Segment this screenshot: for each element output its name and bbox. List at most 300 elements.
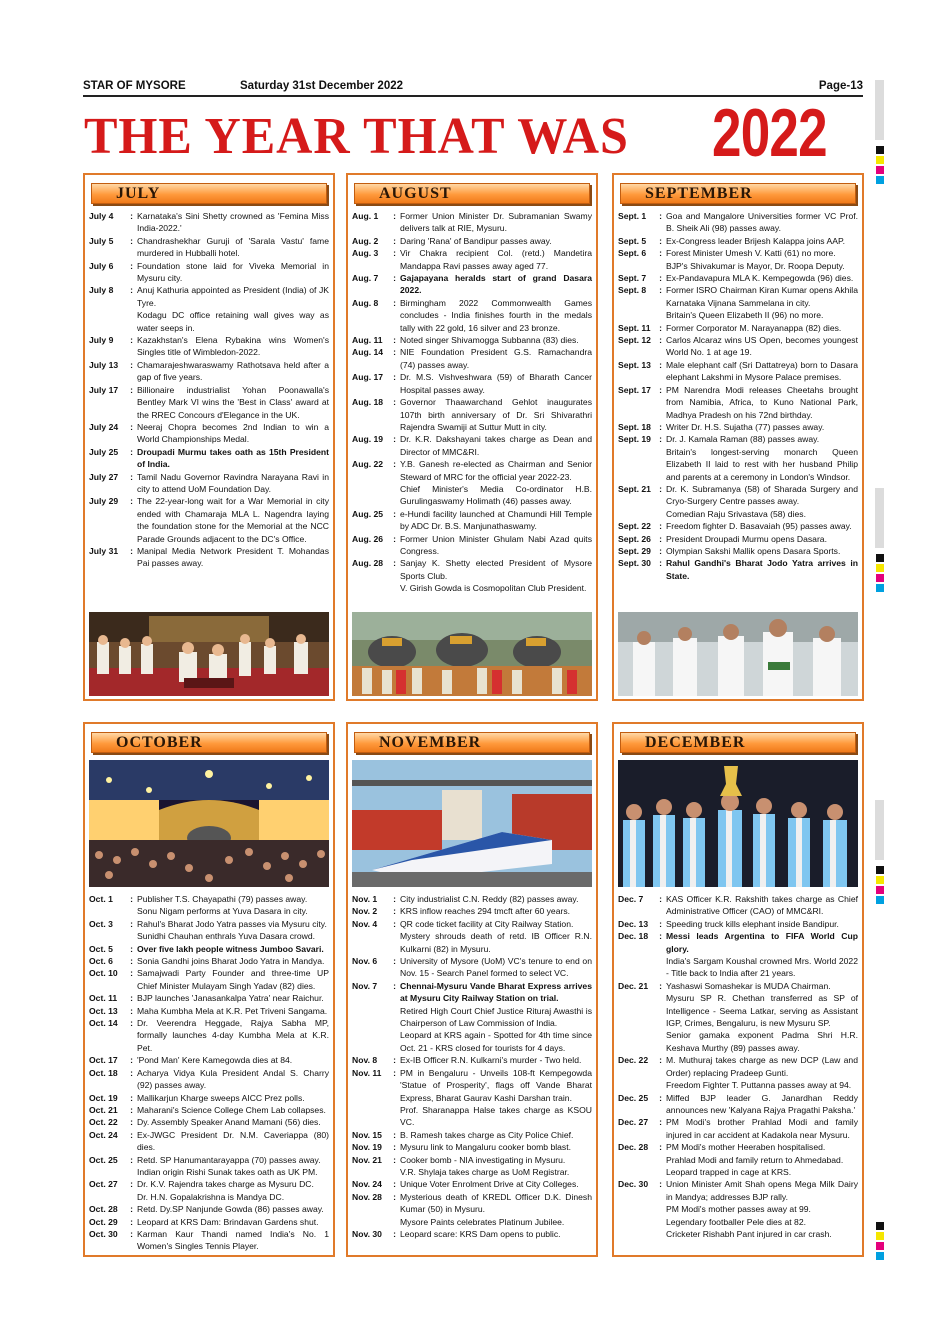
event-date: Oct. 6 xyxy=(89,956,113,967)
event-text: Governor Thaawarchand Gehlot inaugurates 107th birth anniversary of Dr. Sri Shivarathri Rajendra Swamiji at Suttur Mutt in city. xyxy=(400,397,592,432)
event-entry xyxy=(618,930,858,955)
event-entry xyxy=(618,359,858,384)
event-entry xyxy=(352,893,592,905)
registration-stripe xyxy=(875,80,884,140)
event-colon: : xyxy=(130,1067,133,1078)
event-colon: : xyxy=(659,421,662,432)
event-date: Dec. 22 xyxy=(618,1055,649,1066)
event-entry xyxy=(352,1129,592,1141)
event-entry xyxy=(89,1191,329,1203)
event-text: Sunidhi Chauhan enthrals Yuva Dasara crowd. xyxy=(137,931,316,942)
event-text: Prof. Sharanappa Halse takes charge as KSOU VC. xyxy=(400,1104,592,1128)
event-text: Ex-IB Officer R.N. Kulkarni's murder - Two held. xyxy=(400,1055,582,1066)
event-date xyxy=(618,1029,655,1054)
event-entry xyxy=(89,893,329,905)
event-text: KAS Officer K.R. Rakshith takes charge as Chief Administrative Officer (CAO) of MMC&RI. xyxy=(666,894,858,917)
event-text: Sonu Nigam performs at Yuva Dasara in city. xyxy=(137,906,308,917)
event-entry xyxy=(352,247,592,272)
event-date xyxy=(618,1154,655,1166)
event-text: City industrialist C.N. Reddy (82) passes away. xyxy=(400,894,579,904)
event-colon: : xyxy=(130,545,133,556)
event-colon: : xyxy=(130,471,133,482)
event-date xyxy=(352,1005,389,1030)
event-entry xyxy=(352,508,592,533)
event-colon: : xyxy=(130,211,133,221)
event-colon: : xyxy=(130,943,133,954)
event-entry xyxy=(618,1203,858,1215)
event-entry xyxy=(352,557,592,582)
event-text: Comedian Raju Srivastava (58) dies. xyxy=(666,508,806,519)
event-date: July 24 xyxy=(89,421,119,432)
event-date: Sept. 18 xyxy=(618,421,651,432)
event-entry xyxy=(352,1154,592,1166)
event-date: Sept. 11 xyxy=(618,322,651,333)
yellow-swatch xyxy=(876,156,884,164)
event-colon: : xyxy=(393,533,396,544)
event-entry xyxy=(89,1178,329,1190)
event-colon xyxy=(126,905,137,917)
event-entry xyxy=(89,309,329,334)
event-colon: : xyxy=(659,483,662,494)
event-text: Droupadi Murmu takes oath as 15th President of India. xyxy=(137,446,329,470)
event-colon: : xyxy=(393,1142,396,1153)
event-date: Sept. 12 xyxy=(618,335,651,346)
event-colon: : xyxy=(659,558,662,569)
event-date: Sept. 17 xyxy=(618,384,651,395)
event-text: Daring 'Rana' of Bandipur passes away. xyxy=(400,235,552,246)
event-entry xyxy=(618,272,858,284)
magenta-swatch xyxy=(876,166,884,174)
event-text: Publisher T.S. Chayapathi (79) passes away. xyxy=(137,894,308,904)
event-entry xyxy=(618,433,858,445)
month-heading-october: OCTOBER xyxy=(91,732,327,753)
event-colon: : xyxy=(659,1142,662,1153)
magenta-swatch xyxy=(876,574,884,582)
event-date xyxy=(618,446,655,483)
event-entry xyxy=(618,545,858,557)
event-entry xyxy=(352,1029,592,1054)
event-date: Nov. 21 xyxy=(352,1154,382,1165)
event-text: Chennai-Mysuru Vande Bharat Express arrives at Mysuru City Railway Station on trial. xyxy=(400,980,592,1004)
event-text: Dr. M.S. Vishveshwara (59) of Bharath Cancer Hospital passes away. xyxy=(400,372,592,395)
october-events xyxy=(89,893,329,1253)
august-events xyxy=(352,210,592,595)
event-date xyxy=(89,905,126,917)
event-date: July 17 xyxy=(89,384,119,395)
event-colon xyxy=(655,1166,666,1178)
event-colon: : xyxy=(130,1104,133,1115)
event-colon: : xyxy=(393,894,396,904)
event-colon xyxy=(389,1216,400,1228)
event-colon: : xyxy=(393,906,396,917)
event-colon: : xyxy=(130,1204,133,1215)
event-entry xyxy=(618,483,858,508)
event-colon xyxy=(655,1203,666,1215)
event-colon xyxy=(389,1029,400,1054)
event-date xyxy=(618,260,655,272)
page-title-year: 2022 xyxy=(712,95,827,171)
event-colon: : xyxy=(659,1117,662,1128)
event-text: Prahlad Modi and family return to Ahmedabad. xyxy=(666,1154,844,1165)
event-date: Aug. 17 xyxy=(352,372,384,383)
event-entry xyxy=(618,309,858,321)
event-date xyxy=(618,992,655,1029)
december-photo-fifa-trophy xyxy=(618,760,858,887)
event-entry xyxy=(352,334,592,346)
event-colon xyxy=(655,1216,666,1228)
event-date: Sept. 5 xyxy=(618,235,647,246)
event-entry xyxy=(352,1054,592,1066)
event-colon: : xyxy=(130,1129,133,1140)
event-entry xyxy=(352,210,592,235)
event-date: Oct. 3 xyxy=(89,918,113,929)
page-number: Page-13 xyxy=(818,80,863,92)
november-photo-vande-bharat xyxy=(352,760,592,887)
event-entry xyxy=(89,210,329,235)
event-colon: : xyxy=(659,1055,662,1066)
september-photo-bharat-jodo xyxy=(618,612,858,696)
event-colon: : xyxy=(130,1092,133,1103)
event-text: Mysterious death of KREDL Officer D.K. Dinesh Kumar (50) in Mysuru. xyxy=(400,1191,592,1215)
event-entry xyxy=(618,1116,858,1141)
event-text: PM Modi's mother Heeraben hospitalised. xyxy=(666,1142,826,1153)
event-text: Legendary footballer Pele dies at 82. xyxy=(666,1216,806,1227)
event-text: Freedom fighter D. Basavaiah (95) passes away. xyxy=(666,521,852,532)
event-text: BJP's Shivakumar is Mayor, Dr. Roopa Deputy. xyxy=(666,260,845,271)
event-text: Noted singer Shivamogga Subbanna (83) dies. xyxy=(400,335,579,346)
event-text: Union Minister Amit Shah opens Mega Milk Dairy in Mandya; addresses BJP rally. xyxy=(666,1179,858,1202)
event-text: Former Union Minister Dr. Subramanian Swamy delivers talk at RIE, Mysuru. xyxy=(400,211,592,234)
event-date: Sept. 29 xyxy=(618,545,651,556)
event-colon: : xyxy=(130,285,133,296)
event-colon: : xyxy=(659,322,662,333)
event-date: Aug. 25 xyxy=(352,508,384,519)
event-date: Nov. 2 xyxy=(352,906,378,917)
event-entry xyxy=(618,260,858,272)
event-entry xyxy=(352,582,592,594)
event-date xyxy=(618,1228,655,1240)
event-entry xyxy=(89,1067,329,1092)
event-colon: : xyxy=(393,397,396,408)
july-photo-swearing-in xyxy=(89,612,329,696)
month-heading-november: NOVEMBER xyxy=(354,732,590,753)
event-text: Former ISRO Chairman Kiran Kumar opens Akhila Karnataka Vijnana Sammelana in city. xyxy=(666,285,858,308)
event-date xyxy=(618,508,655,520)
event-text: Y.B. Ganesh re-elected as Chairman and Senior Steward of MRC for the official year 2022-23. xyxy=(400,459,592,482)
event-date: July 5 xyxy=(89,235,114,246)
event-colon: : xyxy=(393,508,396,519)
event-text: PM Modi's mother passes away at 99. xyxy=(666,1204,811,1215)
event-entry xyxy=(618,446,858,483)
event-text: Ex-Congress leader Brijesh Kalappa joins AAP. xyxy=(666,235,845,246)
event-colon: : xyxy=(130,1154,133,1165)
event-text: Samajwadi Party Founder and three-time UP Chief Minister Mulayam Singh Yadav (82) dies. xyxy=(137,968,329,991)
page-title: THE YEAR THAT WAS xyxy=(84,108,629,165)
event-text: V. Girish Gowda is Cosmopolitan Club President. xyxy=(400,583,587,594)
event-entry xyxy=(618,235,858,247)
event-colon: : xyxy=(393,1191,396,1202)
event-date: Aug. 11 xyxy=(352,335,383,346)
event-text: Dr. H.N. Gopalakrishna is Mandya DC. xyxy=(137,1191,285,1202)
event-colon: : xyxy=(130,1018,133,1029)
event-text: Chandrashekhar Guruji of 'Sarala Vastu' fame murdered in Hubballi hotel. xyxy=(137,235,329,259)
event-entry xyxy=(89,359,329,384)
event-date: Sept. 7 xyxy=(618,273,647,284)
event-colon: : xyxy=(130,894,133,904)
event-text: Vir Chakra recipient Col. (retd.) Mandetira Mandappa Ravi passes away aged 77. xyxy=(400,248,592,271)
event-entry xyxy=(89,284,329,309)
event-date: Dec. 13 xyxy=(618,918,649,929)
event-date: July 6 xyxy=(89,260,114,271)
event-date: Aug. 8 xyxy=(352,297,379,308)
event-text: Yashaswi Somashekar is MUDA Chairman. xyxy=(666,980,831,991)
event-colon: : xyxy=(130,1005,133,1016)
event-colon: : xyxy=(393,347,396,358)
event-entry xyxy=(352,1166,592,1178)
event-colon: : xyxy=(659,1179,662,1190)
event-text: Retd. SP Hanumantarayappa (70) passes away. xyxy=(137,1154,321,1165)
event-date: Nov. 24 xyxy=(352,1179,382,1190)
event-entry xyxy=(89,918,329,930)
event-date: Oct. 14 xyxy=(89,1018,118,1029)
event-entry xyxy=(89,967,329,992)
event-text: Cricketer Rishabh Pant injured in car crash. xyxy=(666,1228,832,1239)
event-entry xyxy=(352,1216,592,1228)
event-date: Aug. 7 xyxy=(352,273,379,284)
event-entry xyxy=(352,930,592,955)
magenta-swatch xyxy=(876,886,884,894)
issue-date: Saturday 31st December 2022 xyxy=(240,80,404,92)
event-entry xyxy=(618,1092,858,1117)
event-entry xyxy=(352,1178,592,1190)
event-text: Tamil Nadu Governor Ravindra Narayana Ravi in city to attend UoM Foundation Day. xyxy=(137,471,329,494)
event-colon: : xyxy=(393,956,396,967)
july-events xyxy=(89,210,329,570)
event-text: Over five lakh people witness Jumboo Savari. xyxy=(137,943,324,954)
event-text: Writer Dr. H.S. Sujatha (77) passes away. xyxy=(666,421,825,432)
cyan-swatch xyxy=(876,1252,884,1260)
event-text: Male elephant calf (Sri Dattatreya) born to Dasara elephant Lakshmi in Mysore Palace premises. xyxy=(666,359,858,383)
event-text: Retired High Court Chief Justice Rituraj Awasthi is Chairperson of Law Commission of India. xyxy=(400,1005,592,1029)
registration-stripe xyxy=(875,800,884,860)
event-date: Sept. 21 xyxy=(618,483,651,494)
event-text: V.R. Shylaja takes charge as UoM Registrar. xyxy=(400,1166,570,1177)
event-text: Kazakhstan's Elena Rybakina wins Women's Singles title of Wimbledon-2022. xyxy=(137,335,329,358)
event-text: Dr. K. Subramanya (58) of Sharada Surgery and Cryo-Surgery Centre passes away. xyxy=(666,483,858,507)
event-entry xyxy=(618,1141,858,1153)
event-date: Sept. 30 xyxy=(618,558,651,569)
event-entry xyxy=(89,471,329,496)
event-entry xyxy=(89,905,329,917)
event-entry xyxy=(89,1216,329,1228)
event-text: Forest Minister Umesh V. Katti (61) no more. xyxy=(666,248,836,259)
event-text: Dr. K.R. Dakshayani takes charge as Dean and Director of MMC&RI. xyxy=(400,434,592,457)
event-entry xyxy=(352,1067,592,1104)
event-colon: : xyxy=(659,980,662,991)
event-colon: : xyxy=(130,496,133,507)
event-entry xyxy=(618,893,858,918)
event-text: BJP launches 'Janasankalpa Yatra' near Raichur. xyxy=(137,993,324,1004)
event-colon: : xyxy=(659,235,662,246)
event-colon xyxy=(655,309,666,321)
event-text: Billionaire industrialist Yohan Poonawalla's Bentley Mark VI wins the 'Best in Class' award at the RREC Concours d'Elegance in the UK. xyxy=(137,384,329,420)
event-entry xyxy=(89,545,329,570)
event-colon: : xyxy=(659,384,662,395)
black-swatch xyxy=(876,1222,884,1230)
event-entry xyxy=(89,421,329,446)
event-entry xyxy=(618,1178,858,1203)
event-date: July 9 xyxy=(89,335,114,346)
event-colon: : xyxy=(393,235,396,246)
event-entry xyxy=(618,384,858,421)
event-text: Former Corporator M. Narayanappa (82) dies. xyxy=(666,322,842,333)
event-colon: : xyxy=(130,421,133,432)
event-text: Sanjay K. Shetty elected President of Mysore Sports Club. xyxy=(400,558,592,581)
event-date: Dec. 7 xyxy=(618,894,644,904)
cyan-swatch xyxy=(876,584,884,592)
august-photo-gajapayana xyxy=(352,612,592,696)
black-swatch xyxy=(876,866,884,874)
event-text: Birmingham 2022 Commonwealth Games concludes - India finishes fourth in the medals tally with 22 gold, 16 silver and 23 bronze. xyxy=(400,297,592,333)
event-date: July 13 xyxy=(89,359,119,370)
event-colon xyxy=(389,582,400,594)
event-colon: : xyxy=(659,918,662,929)
event-text: Rahul Gandhi's Bharat Jodo Yatra arrives in State. xyxy=(666,558,858,581)
event-text: Miffed BJP leader G. Janardhan Reddy announces new 'Kalyana Rajya Pragathi Paksha.' xyxy=(666,1092,858,1115)
event-entry xyxy=(89,1203,329,1215)
event-date: July 27 xyxy=(89,471,119,482)
event-date: Nov. 15 xyxy=(352,1129,382,1140)
event-colon: : xyxy=(393,211,396,221)
event-colon: : xyxy=(130,1055,133,1066)
event-entry xyxy=(618,1054,858,1079)
event-entry xyxy=(89,955,329,967)
event-colon: : xyxy=(393,434,396,445)
event-date: Oct. 19 xyxy=(89,1092,118,1103)
event-entry xyxy=(352,272,592,297)
october-photo-jumboo-savari xyxy=(89,760,329,887)
event-colon xyxy=(655,446,666,483)
event-colon: : xyxy=(393,1228,396,1239)
event-date: Sept. 22 xyxy=(618,521,651,532)
event-colon xyxy=(655,1154,666,1166)
event-colon xyxy=(655,260,666,272)
event-entry xyxy=(618,322,858,334)
event-colon xyxy=(389,930,400,955)
event-colon: : xyxy=(393,558,396,569)
event-text: Foundation stone laid for Viveka Memorial in Mysuru city. xyxy=(137,260,329,284)
event-colon xyxy=(655,992,666,1029)
event-entry xyxy=(89,1154,329,1166)
event-date: Aug. 14 xyxy=(352,347,384,358)
event-text: PM Modi's brother Prahlad Modi and family injured in car accident at Kadakola near Mysuru. xyxy=(666,1117,858,1140)
event-date: Oct. 13 xyxy=(89,1005,118,1016)
event-text: The 22-year-long wait for a War Memorial in city ended with Chamaraja MLA L. Nagendra laying the foundation stone for the Memorial at the NCC Parade Grounds adjacent to the DC's Office. xyxy=(137,496,329,544)
event-date: Nov. 4 xyxy=(352,918,378,929)
event-colon xyxy=(126,1191,137,1203)
event-text: Ex-JWGC President Dr. N.M. Caveriappa (80) dies. xyxy=(137,1129,329,1153)
event-text: Mysuru link to Mangaluru cooker bomb blast. xyxy=(400,1142,571,1153)
event-entry xyxy=(618,1228,858,1240)
event-entry xyxy=(352,458,592,483)
event-date: Oct. 11 xyxy=(89,993,118,1004)
event-date: Oct. 5 xyxy=(89,943,113,954)
event-date xyxy=(89,1166,126,1178)
event-date: Oct. 28 xyxy=(89,1204,118,1215)
event-date xyxy=(89,1191,126,1203)
event-date: Dec. 18 xyxy=(618,931,649,942)
event-date: Sept. 6 xyxy=(618,248,647,259)
event-entry xyxy=(352,533,592,558)
event-date: Sept. 1 xyxy=(618,211,647,221)
event-entry xyxy=(352,918,592,930)
event-colon: : xyxy=(393,335,396,346)
event-colon xyxy=(655,955,666,980)
event-entry xyxy=(352,433,592,458)
event-entry xyxy=(89,1092,329,1104)
event-entry xyxy=(89,1228,329,1253)
event-text: Chief Minister's Media Co-ordinator H.B. Gurulingaswamy Holimath (46) passes away. xyxy=(400,483,592,507)
event-date xyxy=(352,1104,389,1129)
event-colon xyxy=(126,930,137,942)
event-entry xyxy=(89,384,329,421)
event-date: Aug. 28 xyxy=(352,558,384,569)
event-colon: : xyxy=(130,1179,133,1190)
event-date: July 29 xyxy=(89,496,119,507)
event-colon xyxy=(389,483,400,508)
event-colon: : xyxy=(659,894,662,904)
event-entry xyxy=(89,1166,329,1178)
event-text: Mystery shrouds death of retd. IB Officer R.N. Kulkarni (82) in Mysuru. xyxy=(400,931,592,954)
event-date: Oct. 10 xyxy=(89,968,118,979)
event-entry xyxy=(89,1116,329,1128)
event-date: July 25 xyxy=(89,446,119,457)
event-colon: : xyxy=(659,273,662,284)
event-text: Mysore Paints celebrates Platinum Jubilee. xyxy=(400,1216,565,1227)
event-text: KRS inflow reaches 294 tmcft after 60 years. xyxy=(400,906,571,917)
event-date: Aug. 22 xyxy=(352,459,384,470)
event-colon: : xyxy=(130,359,133,370)
event-colon: : xyxy=(393,248,396,259)
event-date xyxy=(618,1079,655,1091)
event-text: 'Pond Man' Kere Kamegowda dies at 84. xyxy=(137,1055,293,1066)
event-entry xyxy=(89,1104,329,1116)
event-date: Oct. 30 xyxy=(89,1228,118,1239)
event-date xyxy=(352,930,389,955)
event-entry xyxy=(618,1029,858,1054)
event-colon xyxy=(655,1029,666,1054)
event-text: Gajapayana heralds start of grand Dasara 2022. xyxy=(400,273,592,296)
event-text: Chamarajeshwaraswamy Rathotsava held after a gap of five years. xyxy=(137,359,329,383)
event-entry xyxy=(618,520,858,532)
event-colon: : xyxy=(393,980,396,991)
event-date: Oct. 24 xyxy=(89,1129,118,1140)
yellow-swatch xyxy=(876,564,884,572)
event-date: Oct. 29 xyxy=(89,1216,118,1227)
event-text: Unique Voter Enrolment Drive at City Colleges. xyxy=(400,1179,579,1190)
event-date: July 8 xyxy=(89,285,114,296)
event-date: Nov. 11 xyxy=(352,1067,382,1078)
event-entry xyxy=(352,371,592,396)
event-date: Oct. 21 xyxy=(89,1104,118,1115)
event-text: President Droupadi Murmu opens Dasara. xyxy=(666,533,827,544)
event-colon xyxy=(389,1104,400,1129)
event-colon: : xyxy=(130,968,133,979)
event-date: Nov. 7 xyxy=(352,980,378,991)
event-colon xyxy=(655,1228,666,1240)
event-date xyxy=(352,1029,389,1054)
event-entry xyxy=(618,210,858,235)
